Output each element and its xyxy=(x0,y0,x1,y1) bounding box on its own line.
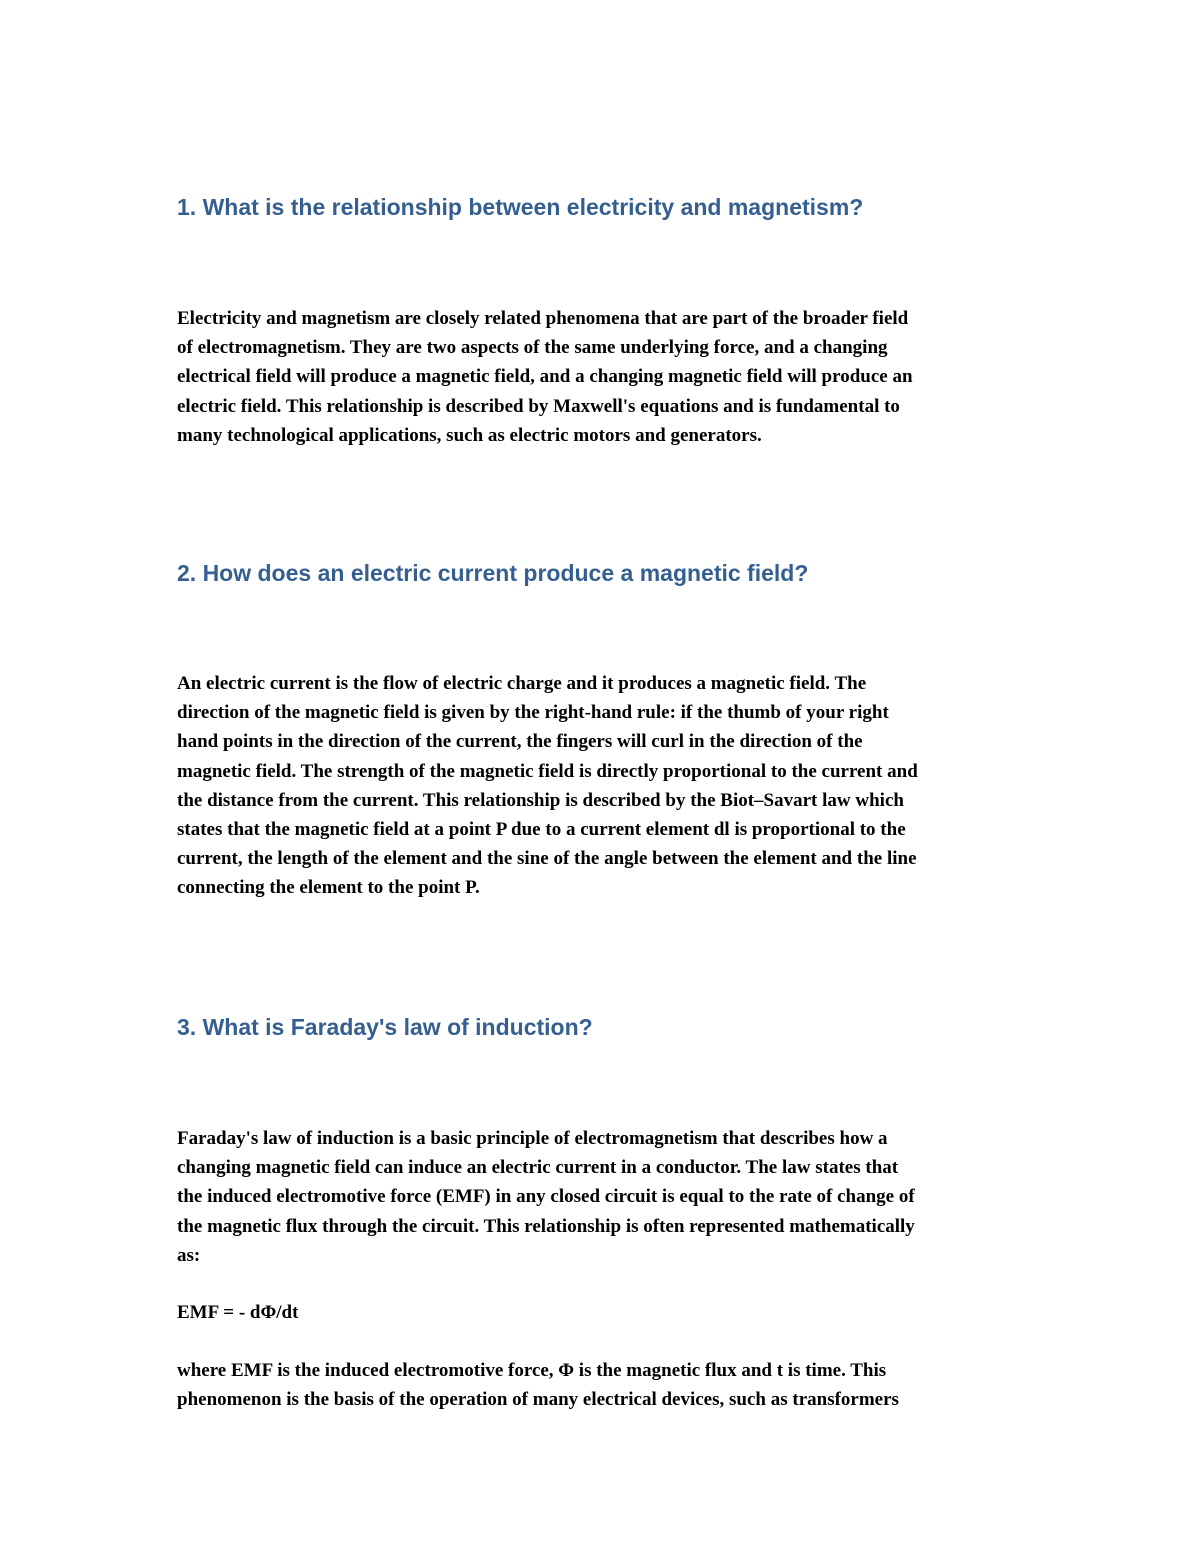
emf-equation: EMF = - dΦ/dt xyxy=(177,1302,299,1323)
section-heading-2: 2. How does an electric current produce a magnetic field? xyxy=(177,560,809,586)
section-heading-1: 1. What is the relationship between electricity and magnetism? xyxy=(177,194,864,220)
section-body-1: Electricity and magnetism are closely related phenomena that are part of the broader field of electromagnetism. They are two aspects of the same underlying force, and a changing electrical field will produce a magnetic field, and a changing magnetic field will produce an electric field. This relationship is described by Maxwell's equations and is fundamental to many technological applications, such as electric motors and generators. xyxy=(177,308,913,446)
section-body-3: Faraday's law of induction is a basic principle of electromagnetism that describes how a changing magnetic field can induce an electric current in a conductor. The law states that the induced electromotive force (EMF) in any closed circuit is equal to the rate of change of the magnetic flux through the circuit. This relationship is often represented mathematically as: xyxy=(177,1128,915,1266)
section-body-3-continued: where EMF is the induced electromotive force, Φ is the magnetic flux and t is time. This phenomenon is the basis of the operation of many electrical devices, such as transformers xyxy=(177,1360,899,1411)
section-heading-3: 3. What is Faraday's law of induction? xyxy=(177,1014,593,1040)
section-body-2: An electric current is the flow of electric charge and it produces a magnetic field. The direction of the magnetic field is given by the right-hand rule: if the thumb of your right hand points in the direction of the current, the fingers will curl in the direction of the magnetic field. The strength of the magnetic field is directly proportional to the current and the distance from the current. This relationship is described by the Biot–Savart law which states that the magnetic field at a point P due to a current element dl is proportional to the current, the length of the element and the sine of the angle between the element and the line connecting the element to the point P. xyxy=(177,673,918,899)
